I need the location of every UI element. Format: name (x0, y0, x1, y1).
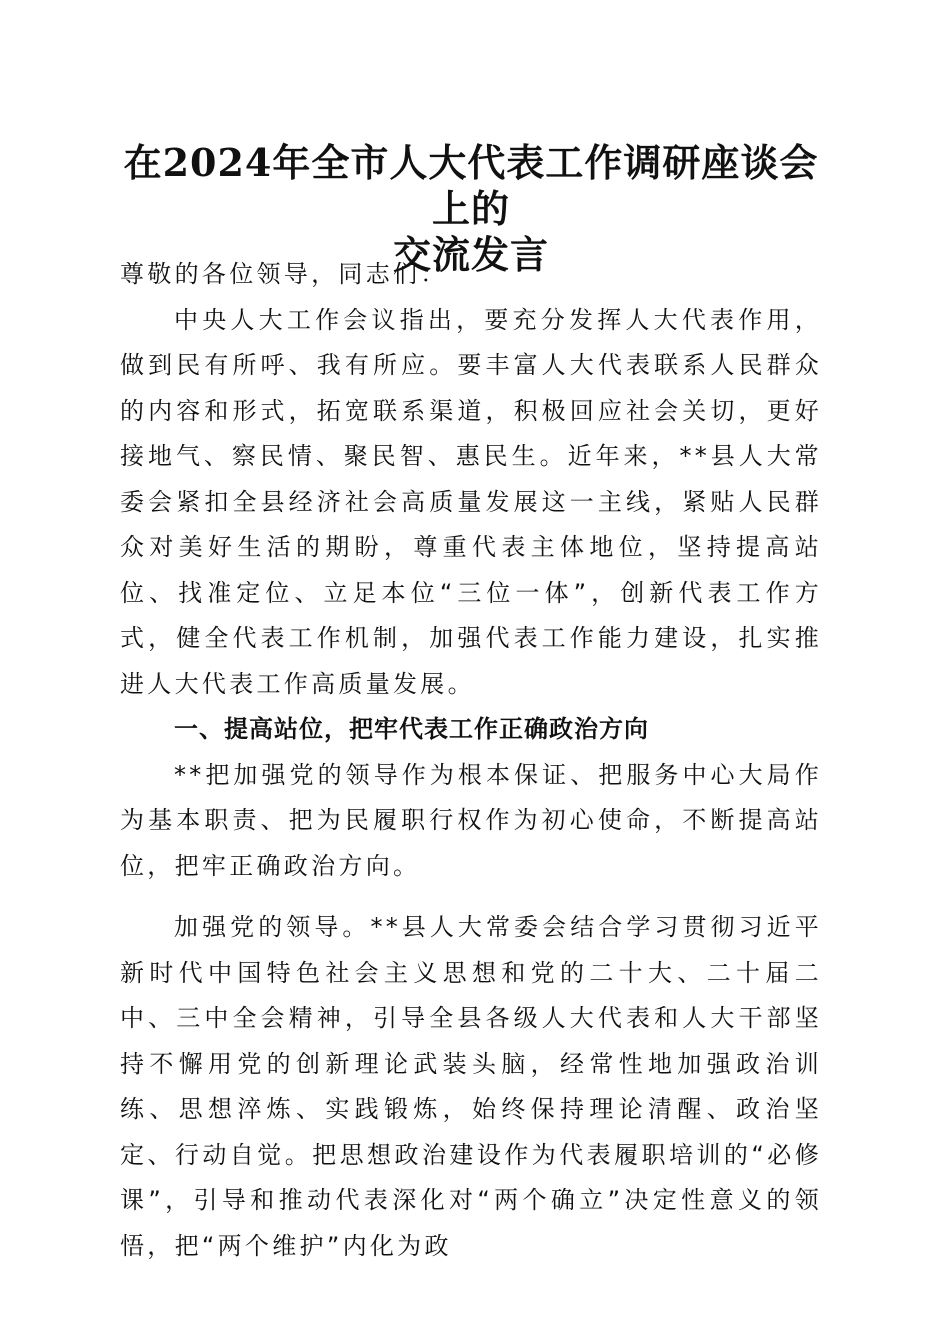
paragraph-2: **把加强党的领导作为根本保证、把服务中心大局作为基本职责、把为民履职行权作为初心使命，不断提高站位，把牢正确政治方向。 (120, 760, 822, 880)
document-body (120, 252, 822, 1269)
salutation: 尊敬的各位领导，同志们： (120, 260, 448, 288)
section-heading-1: 一、提高站位，把牢代表工作正确政治方向 (174, 715, 649, 743)
paragraph-intro: 中央人大工作会议指出，要充分发挥人大代表作用，做到民有所呼、我有所应。要丰富人大代表联系人民群众的内容和形式，拓宽联系渠道，积极回应社会关切，更好接地气、察民情、聚民智、惠民生。近年来，**县人大常委会紧扣全县经济社会高质量发展这一主线，紧贴人民群众对美好生活的期盼，尊重代表主体地位，坚持提高站位、找准定位、立足本位“三位一体”，创新代表工作方式，健全代表工作机制，加强代表工作能力建设，扎实推进人大代表工作高质量发展。 (120, 305, 822, 698)
title-line-1: 在2024年全市人大代表工作调研座谈会上的 (123, 140, 819, 231)
title-line-2: 交流发言 (392, 232, 549, 277)
paragraph-3: 加强党的领导。**县人大常委会结合学习贯彻习近平新时代中国特色社会主义思想和党的二十大、二十届二中、三中全会精神，引导全县各级人大代表和人大干部坚持不懈用党的创新理论武装头脑，经常性地加强政治训练、思想淬炼、实践锻炼，始终保持理论清醒、政治坚定、行动自觉。把思想政治建设作为代表履职培训的“必修课”，引导和推动代表深化对“两个确立”决定性意义的领悟，把“两个维护”内化为政 (120, 913, 822, 1260)
